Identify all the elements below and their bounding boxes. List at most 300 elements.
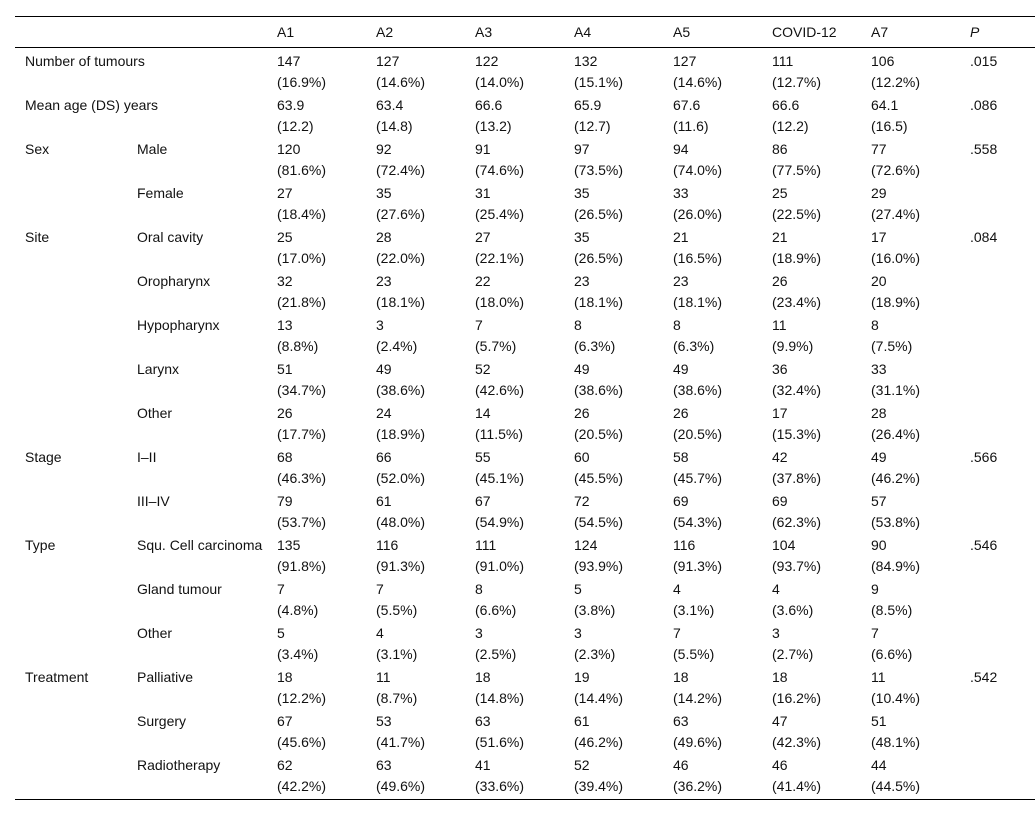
cell-covid-12 <box>762 224 861 268</box>
cell-a3 <box>465 180 564 224</box>
cell-percentage: (18.1%) <box>574 293 624 310</box>
row-group-label <box>15 576 127 620</box>
table-row <box>15 312 1035 356</box>
cell-count: 14 <box>475 405 491 421</box>
cell-a1 <box>267 136 366 180</box>
cell-percentage: (5.5%) <box>376 601 418 618</box>
table-row <box>15 664 1035 708</box>
cell-percentage: (8.5%) <box>871 601 913 618</box>
cell-a2 <box>366 224 465 268</box>
cell-percentage: (8.8%) <box>277 337 319 354</box>
cell-a7 <box>861 180 960 224</box>
header-a4: A4 <box>574 24 592 41</box>
cell-p-value <box>960 708 1035 752</box>
cell-a4 <box>564 532 663 576</box>
cell-percentage: (72.4%) <box>376 161 426 178</box>
cell-percentage: (18.9%) <box>376 425 426 442</box>
cell-percentage: (13.2) <box>475 117 512 134</box>
cell-a1 <box>267 356 366 400</box>
cell-count: 5 <box>277 625 285 641</box>
cell-a1 <box>267 312 366 356</box>
cell-count: 26 <box>277 405 293 421</box>
cell-a5 <box>663 356 762 400</box>
table-row <box>15 48 1035 93</box>
cell-count: 52 <box>574 757 590 773</box>
cell-a5 <box>663 444 762 488</box>
cell-count: 7 <box>376 581 384 597</box>
cell-percentage: (17.7%) <box>277 425 327 442</box>
row-subgroup-label: Surgery <box>137 713 187 729</box>
cell-a1 <box>267 752 366 800</box>
cell-a3 <box>465 48 564 93</box>
cell-percentage: (44.5%) <box>871 777 921 794</box>
cell-a2 <box>366 620 465 664</box>
cell-count: 7 <box>475 317 483 333</box>
cell-a1 <box>267 48 366 93</box>
cell-count: 32 <box>277 273 293 289</box>
cell-percentage: (51.6%) <box>475 733 525 750</box>
cell-a2 <box>366 752 465 800</box>
cell-a3 <box>465 620 564 664</box>
cell-covid-12 <box>762 312 861 356</box>
cell-p-value <box>960 620 1035 664</box>
cell-count: 27 <box>475 229 491 245</box>
cell-percentage: (9.9%) <box>772 337 814 354</box>
cell-count: 18 <box>277 669 293 685</box>
cell-a2 <box>366 532 465 576</box>
cell-percentage: (93.7%) <box>772 557 822 574</box>
cell-a3 <box>465 356 564 400</box>
cell-a4 <box>564 92 663 136</box>
cell-a3 <box>465 224 564 268</box>
cell-count: 4 <box>772 581 780 597</box>
cell-a7 <box>861 620 960 664</box>
cell-percentage: (27.6%) <box>376 205 426 222</box>
cell-a3 <box>465 488 564 532</box>
table-row <box>15 268 1035 312</box>
cell-p-value: .086 <box>970 97 998 113</box>
cell-a3 <box>465 752 564 800</box>
cell-a7 <box>861 312 960 356</box>
cell-percentage: (20.5%) <box>673 425 723 442</box>
cell-p-value <box>960 752 1035 800</box>
cell-a5 <box>663 224 762 268</box>
cell-count: 60 <box>574 449 590 465</box>
cell-percentage: (84.9%) <box>871 557 921 574</box>
cell-count: 63.9 <box>277 97 305 113</box>
tumour-characteristics-table <box>15 16 1035 800</box>
cell-a4 <box>564 48 663 93</box>
cell-a1 <box>267 400 366 444</box>
cell-p-value <box>960 356 1035 400</box>
cell-covid-12 <box>762 356 861 400</box>
cell-percentage: (18.9%) <box>772 249 822 266</box>
row-subgroup-label: Larynx <box>137 361 180 377</box>
cell-count: 21 <box>673 229 689 245</box>
cell-percentage: (38.6%) <box>574 381 624 398</box>
cell-count: 104 <box>772 537 796 553</box>
cell-count: 3 <box>376 317 384 333</box>
cell-a1 <box>267 532 366 576</box>
cell-covid-12 <box>762 268 861 312</box>
cell-percentage: (20.5%) <box>574 425 624 442</box>
header-a7: A7 <box>871 24 889 41</box>
cell-percentage: (41.7%) <box>376 733 426 750</box>
cell-covid-12 <box>762 576 861 620</box>
cell-a7 <box>861 356 960 400</box>
cell-percentage: (52.0%) <box>376 469 426 486</box>
cell-a2 <box>366 576 465 620</box>
cell-count: 7 <box>277 581 285 597</box>
row-group-label: Treatment <box>25 669 89 685</box>
cell-percentage: (34.7%) <box>277 381 327 398</box>
table-header <box>15 17 1035 48</box>
cell-count: 22 <box>475 273 491 289</box>
table-row <box>15 488 1035 532</box>
cell-percentage: (23.4%) <box>772 293 822 310</box>
cell-count: 26 <box>772 273 788 289</box>
cell-a4 <box>564 708 663 752</box>
header-covid-12: COVID-12 <box>772 24 837 41</box>
cell-percentage: (16.0%) <box>871 249 921 266</box>
row-subgroup-label: III–IV <box>137 493 170 509</box>
cell-a5 <box>663 312 762 356</box>
cell-percentage: (42.6%) <box>475 381 525 398</box>
row-group-label <box>15 488 127 532</box>
row-group-label: Site <box>25 229 50 245</box>
row-group-label: Mean age (DS) years <box>25 97 159 113</box>
row-subgroup-label: Female <box>137 185 184 201</box>
cell-a3 <box>465 576 564 620</box>
cell-percentage: (42.2%) <box>277 777 327 794</box>
table-body <box>15 48 1035 800</box>
header-a1: A1 <box>277 24 295 41</box>
cell-count: 58 <box>673 449 689 465</box>
cell-a7 <box>861 532 960 576</box>
cell-a5 <box>663 400 762 444</box>
cell-percentage: (73.5%) <box>574 161 624 178</box>
cell-covid-12 <box>762 708 861 752</box>
cell-count: 132 <box>574 53 598 69</box>
cell-a2 <box>366 180 465 224</box>
cell-a2 <box>366 356 465 400</box>
cell-count: 3 <box>574 625 582 641</box>
cell-count: 4 <box>376 625 384 641</box>
cell-percentage: (18.1%) <box>376 293 426 310</box>
cell-percentage: (31.1%) <box>871 381 921 398</box>
cell-covid-12 <box>762 664 861 708</box>
table-row <box>15 752 1035 800</box>
row-group-label <box>15 180 127 224</box>
cell-count: 63 <box>673 713 689 729</box>
cell-count: 25 <box>277 229 293 245</box>
cell-count: 29 <box>871 185 887 201</box>
cell-covid-12 <box>762 136 861 180</box>
table-row <box>15 620 1035 664</box>
cell-percentage: (22.5%) <box>772 205 822 222</box>
cell-p-value: .566 <box>970 449 998 465</box>
cell-count: 8 <box>574 317 582 333</box>
cell-percentage: (38.6%) <box>673 381 723 398</box>
cell-count: 3 <box>475 625 483 641</box>
cell-percentage: (49.6%) <box>673 733 723 750</box>
cell-percentage: (3.1%) <box>673 601 715 618</box>
cell-a7 <box>861 400 960 444</box>
cell-count: 49 <box>574 361 590 377</box>
cell-percentage: (14.6%) <box>376 73 426 90</box>
cell-count: 13 <box>277 317 293 333</box>
cell-a2 <box>366 268 465 312</box>
cell-percentage: (6.3%) <box>673 337 715 354</box>
row-subgroup-label: Other <box>137 625 173 641</box>
cell-count: 67.6 <box>673 97 701 113</box>
cell-a1 <box>267 708 366 752</box>
cell-count: 106 <box>871 53 895 69</box>
cell-percentage: (10.4%) <box>871 689 921 706</box>
cell-count: 26 <box>673 405 689 421</box>
row-group-label <box>15 752 127 800</box>
cell-count: 25 <box>772 185 788 201</box>
cell-count: 61 <box>376 493 392 509</box>
cell-percentage: (12.2%) <box>871 73 921 90</box>
cell-percentage: (6.3%) <box>574 337 616 354</box>
cell-p-value: .015 <box>970 53 998 69</box>
cell-percentage: (91.3%) <box>376 557 426 574</box>
table-row <box>15 444 1035 488</box>
row-subgroup-label: I–II <box>137 449 157 465</box>
cell-percentage: (48.0%) <box>376 513 426 530</box>
cell-covid-12 <box>762 180 861 224</box>
cell-percentage: (16.5%) <box>673 249 723 266</box>
cell-percentage: (26.0%) <box>673 205 723 222</box>
cell-percentage: (18.4%) <box>277 205 327 222</box>
cell-percentage: (5.5%) <box>673 645 715 662</box>
cell-count: 28 <box>871 405 887 421</box>
cell-percentage: (25.4%) <box>475 205 525 222</box>
cell-percentage: (74.0%) <box>673 161 723 178</box>
cell-percentage: (14.2%) <box>673 689 723 706</box>
cell-percentage: (14.0%) <box>475 73 525 90</box>
cell-p-value <box>960 180 1035 224</box>
cell-count: 23 <box>673 273 689 289</box>
cell-count: 124 <box>574 537 598 553</box>
cell-percentage: (12.2%) <box>277 689 327 706</box>
cell-count: 35 <box>376 185 392 201</box>
cell-count: 120 <box>277 141 301 157</box>
cell-a5 <box>663 752 762 800</box>
cell-percentage: (27.4%) <box>871 205 921 222</box>
cell-count: 41 <box>475 757 491 773</box>
cell-percentage: (2.7%) <box>772 645 814 662</box>
table-row <box>15 708 1035 752</box>
cell-percentage: (93.9%) <box>574 557 624 574</box>
cell-count: 57 <box>871 493 887 509</box>
cell-percentage: (53.8%) <box>871 513 921 530</box>
table-row <box>15 180 1035 224</box>
cell-count: 147 <box>277 53 301 69</box>
table-row <box>15 224 1035 268</box>
cell-count: 49 <box>673 361 689 377</box>
cell-count: 9 <box>871 581 879 597</box>
cell-covid-12 <box>762 532 861 576</box>
cell-a2 <box>366 92 465 136</box>
cell-a3 <box>465 312 564 356</box>
cell-a2 <box>366 312 465 356</box>
cell-percentage: (12.7) <box>574 117 611 134</box>
cell-count: 94 <box>673 141 689 157</box>
cell-percentage: (11.5%) <box>475 425 523 442</box>
row-group-label: Type <box>25 537 56 553</box>
cell-percentage: (36.2%) <box>673 777 723 794</box>
cell-p-value: .546 <box>970 537 998 553</box>
cell-percentage: (32.4%) <box>772 381 822 398</box>
cell-a7 <box>861 92 960 136</box>
cell-count: 91 <box>475 141 491 157</box>
cell-percentage: (41.4%) <box>772 777 822 794</box>
cell-percentage: (2.5%) <box>475 645 517 662</box>
cell-count: 122 <box>475 53 499 69</box>
cell-a5 <box>663 620 762 664</box>
cell-count: 65.9 <box>574 97 602 113</box>
cell-percentage: (45.6%) <box>277 733 327 750</box>
cell-count: 66.6 <box>475 97 503 113</box>
cell-percentage: (8.7%) <box>376 689 418 706</box>
cell-count: 97 <box>574 141 590 157</box>
cell-a4 <box>564 488 663 532</box>
cell-percentage: (33.6%) <box>475 777 525 794</box>
cell-percentage: (48.1%) <box>871 733 921 750</box>
cell-count: 31 <box>475 185 491 201</box>
cell-count: 67 <box>277 713 293 729</box>
cell-percentage: (26.4%) <box>871 425 921 442</box>
cell-percentage: (38.6%) <box>376 381 426 398</box>
table-row <box>15 356 1035 400</box>
cell-a1 <box>267 180 366 224</box>
cell-percentage: (46.3%) <box>277 469 327 486</box>
cell-count: 11 <box>871 669 886 685</box>
header-p-value: P <box>970 24 980 41</box>
cell-count: 17 <box>871 229 887 245</box>
cell-count: 66.6 <box>772 97 800 113</box>
cell-count: 35 <box>574 229 590 245</box>
cell-count: 18 <box>673 669 689 685</box>
header-group <box>15 17 127 48</box>
cell-a5 <box>663 180 762 224</box>
cell-count: 11 <box>772 317 787 333</box>
cell-p-value: .558 <box>970 141 998 157</box>
cell-count: 68 <box>277 449 293 465</box>
cell-count: 90 <box>871 537 887 553</box>
cell-percentage: (2.3%) <box>574 645 616 662</box>
cell-count: 18 <box>772 669 788 685</box>
cell-a5 <box>663 268 762 312</box>
cell-percentage: (39.4%) <box>574 777 624 794</box>
cell-count: 46 <box>772 757 788 773</box>
cell-percentage: (17.0%) <box>277 249 327 266</box>
cell-count: 8 <box>673 317 681 333</box>
cell-a3 <box>465 92 564 136</box>
cell-percentage: (7.5%) <box>871 337 913 354</box>
cell-count: 36 <box>772 361 788 377</box>
cell-a5 <box>663 488 762 532</box>
cell-p-value: .084 <box>970 229 998 245</box>
cell-a7 <box>861 268 960 312</box>
cell-count: 111 <box>475 537 497 553</box>
cell-percentage: (5.7%) <box>475 337 517 354</box>
cell-a1 <box>267 92 366 136</box>
cell-percentage: (72.6%) <box>871 161 921 178</box>
cell-a5 <box>663 576 762 620</box>
cell-count: 11 <box>376 669 391 685</box>
cell-percentage: (54.3%) <box>673 513 723 530</box>
cell-count: 63 <box>475 713 491 729</box>
cell-count: 51 <box>871 713 887 729</box>
cell-p-value <box>960 268 1035 312</box>
cell-count: 55 <box>475 449 491 465</box>
cell-percentage: (4.8%) <box>277 601 319 618</box>
cell-count: 67 <box>475 493 491 509</box>
cell-a4 <box>564 136 663 180</box>
row-subgroup-label: Male <box>137 141 168 157</box>
cell-percentage: (15.1%) <box>574 73 624 90</box>
cell-covid-12 <box>762 48 861 93</box>
cell-count: 111 <box>772 53 794 69</box>
cell-count: 7 <box>673 625 681 641</box>
cell-percentage: (18.9%) <box>871 293 921 310</box>
cell-count: 77 <box>871 141 887 157</box>
cell-a5 <box>663 136 762 180</box>
cell-count: 135 <box>277 537 301 553</box>
cell-a7 <box>861 488 960 532</box>
cell-percentage: (3.1%) <box>376 645 418 662</box>
table-row <box>15 400 1035 444</box>
cell-p-value <box>960 576 1035 620</box>
row-group-label <box>15 312 127 356</box>
cell-a1 <box>267 664 366 708</box>
cell-count: 26 <box>574 405 590 421</box>
cell-count: 63 <box>376 757 392 773</box>
cell-percentage: (74.6%) <box>475 161 525 178</box>
cell-count: 52 <box>475 361 491 377</box>
cell-covid-12 <box>762 92 861 136</box>
cell-a7 <box>861 48 960 93</box>
cell-a4 <box>564 400 663 444</box>
cell-a1 <box>267 444 366 488</box>
cell-count: 17 <box>772 405 788 421</box>
row-group-label <box>15 356 127 400</box>
cell-covid-12 <box>762 488 861 532</box>
row-subgroup-label: Other <box>137 405 173 421</box>
cell-percentage: (16.5) <box>871 117 908 134</box>
cell-a4 <box>564 444 663 488</box>
cell-count: 72 <box>574 493 590 509</box>
row-group-label <box>15 708 127 752</box>
header-a5: A5 <box>673 24 691 41</box>
cell-a5 <box>663 532 762 576</box>
row-subgroup-label: Gland tumour <box>137 581 222 597</box>
cell-a4 <box>564 312 663 356</box>
cell-count: 18 <box>475 669 491 685</box>
cell-a7 <box>861 708 960 752</box>
cell-a4 <box>564 620 663 664</box>
cell-count: 49 <box>376 361 392 377</box>
cell-percentage: (26.5%) <box>574 205 624 222</box>
cell-percentage: (6.6%) <box>475 601 517 618</box>
row-subgroup-label: Radiotherapy <box>137 757 221 773</box>
cell-count: 92 <box>376 141 392 157</box>
cell-percentage: (53.7%) <box>277 513 327 530</box>
cell-percentage: (45.7%) <box>673 469 723 486</box>
